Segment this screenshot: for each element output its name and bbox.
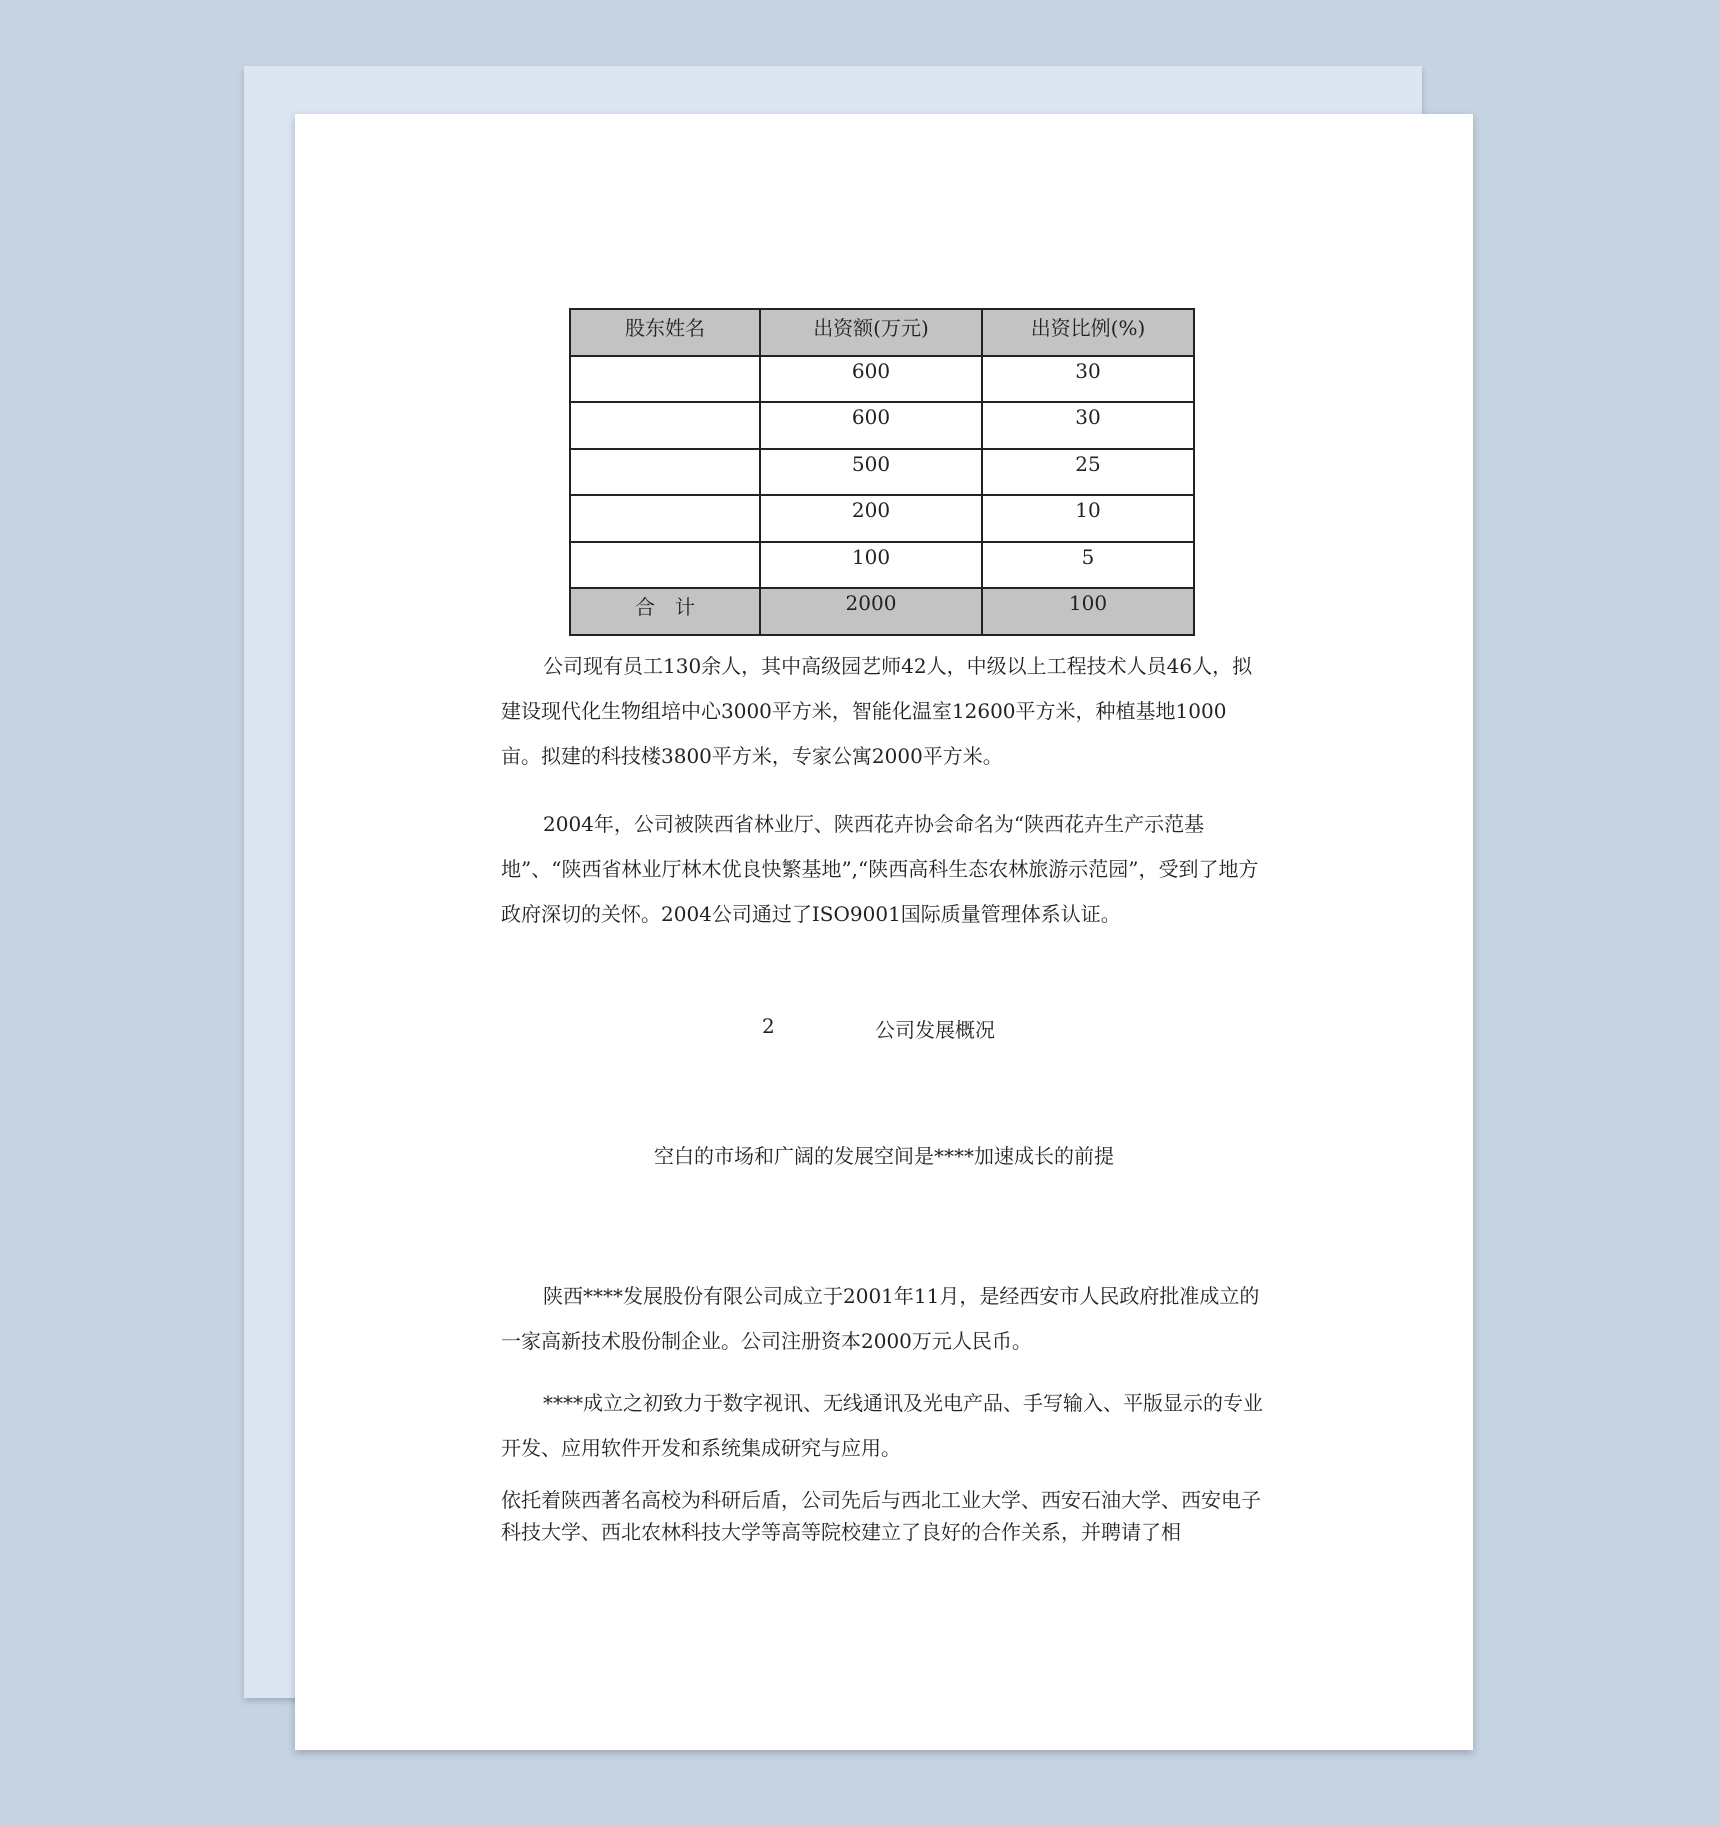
header-investment-ratio: 出资比例(%) [982, 309, 1194, 356]
table-row [570, 356, 1194, 403]
header-investment-amount: 出资额(万元) [760, 309, 982, 356]
table-cell: 30 [982, 402, 1194, 449]
table-row [570, 402, 1194, 449]
table-cell: 500 [760, 449, 982, 496]
table-cell [570, 356, 760, 403]
table-cell: 600 [760, 356, 982, 403]
total-amount: 2000 [760, 588, 982, 635]
table-cell: 25 [982, 449, 1194, 496]
shareholder-table [569, 308, 1195, 636]
table-total-row [570, 588, 1194, 635]
paragraph-staff: 公司现有员工130余人，其中高级园艺师42人，中级以上工程技术人员46人，拟建设现代化生物组培中心3000平方米，智能化温室12600平方米，种植基地1000亩。拟建的科技楼3800平方米，专家公寓2000平方米。 [501, 654, 1253, 768]
table-cell: 5 [982, 542, 1194, 589]
table-cell: 200 [760, 495, 982, 542]
paragraph-founding: 陕西****发展股份有限公司成立于2001年11月，是经西安市人民政府批准成立的一家高新技术股份制企业。公司注册资本2000万元人民币。 [501, 1284, 1260, 1353]
section-title: 公司发展概况 [875, 1018, 995, 1042]
table-cell: 600 [760, 402, 982, 449]
table-header-row [570, 309, 1194, 356]
section-subtitle: 空白的市场和广阔的发展空间是****加速成长的前提 [654, 1144, 1114, 1168]
table-cell [570, 495, 760, 542]
paragraph-partners: 依托着陕西著名高校为科研后盾，公司先后与西北工业大学、西安石油大学、西安电子科技大学、西北农林科技大学等高等院校建立了良好的合作关系，并聘请了相 [501, 1488, 1261, 1544]
table-row [570, 495, 1194, 542]
paragraph-honors: 2004年，公司被陕西省林业厅、陕西花卉协会命名为“陕西花卉生产示范基地”、“陕西省林业厅林木优良快繁基地”,“陕西高科生态农林旅游示范园”，受到了地方政府深切的关怀。2004公司通过了ISO9001国际质量管理体系认证。 [501, 812, 1259, 926]
table-cell: 30 [982, 356, 1194, 403]
total-label: 合 计 [570, 588, 760, 635]
header-shareholder-name: 股东姓名 [570, 309, 760, 356]
total-ratio: 100 [982, 588, 1194, 635]
table-cell: 100 [760, 542, 982, 589]
section-number: 2 [762, 1014, 775, 1038]
table-row [570, 449, 1194, 496]
table-cell: 10 [982, 495, 1194, 542]
table-cell [570, 542, 760, 589]
table-cell [570, 449, 760, 496]
document-page [295, 114, 1473, 1750]
section-heading [295, 1014, 1473, 1044]
table-row [570, 542, 1194, 589]
paragraph-business: ****成立之初致力于数字视讯、无线通讯及光电产品、手写输入、平版显示的专业开发、应用软件开发和系统集成研究与应用。 [501, 1391, 1263, 1460]
table-cell [570, 402, 760, 449]
